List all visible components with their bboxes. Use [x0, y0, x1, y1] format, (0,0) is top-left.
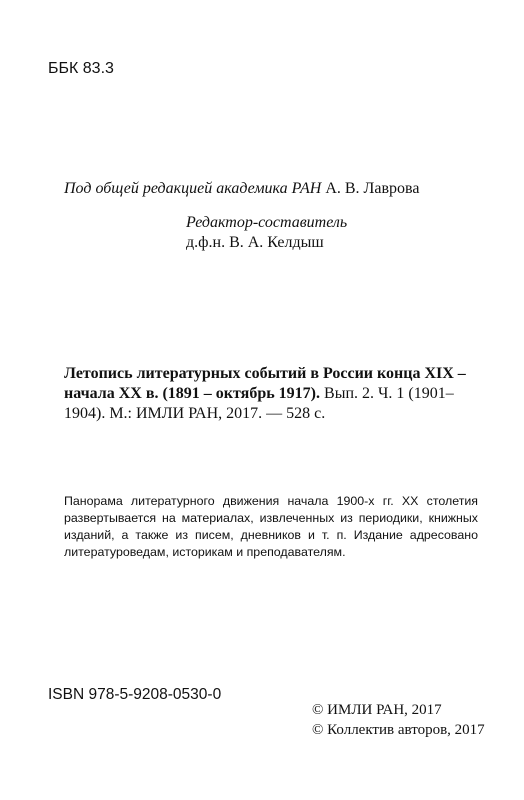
compiler-name: д.ф.н. В. А. Келдыш	[186, 234, 324, 251]
isbn-number: ISBN 978-5-9208-0530-0	[48, 686, 222, 703]
compiler-role: Редактор-составитель	[186, 214, 348, 231]
copyright-line-institute: © ИМЛИ РАН, 2017	[312, 702, 442, 718]
general-editor-line	[64, 179, 484, 199]
book-title: Летопись литературных событий в России конца XIX – начала XX в. (1891 – октябрь 1917).	[64, 365, 466, 402]
book-details: Вып. 2. Ч. 1 (1901–1904). М.: ИМЛИ РАН, 2017. — 528 с.	[64, 385, 454, 422]
general-editor-role: Под общей редакцией академика РАН	[64, 180, 322, 197]
compiler-block	[186, 213, 486, 253]
annotation-paragraph: Панорама литературного движения начала 1900-х гг. XX столетия развертывается на материалах, извлеченных из периодики, книжных изданий, а также из писем, дневников и т. п. Издание адресовано литературоведам, историкам и преподавателям.	[64, 494, 478, 559]
copyright-block	[312, 700, 485, 740]
general-editor-name: А. В. Лаврова	[325, 180, 420, 197]
bbk-classification: ББК 83.3	[48, 60, 114, 77]
copyright-line-authors: © Коллектив авторов, 2017	[312, 722, 485, 738]
bibliographic-record	[64, 364, 480, 424]
